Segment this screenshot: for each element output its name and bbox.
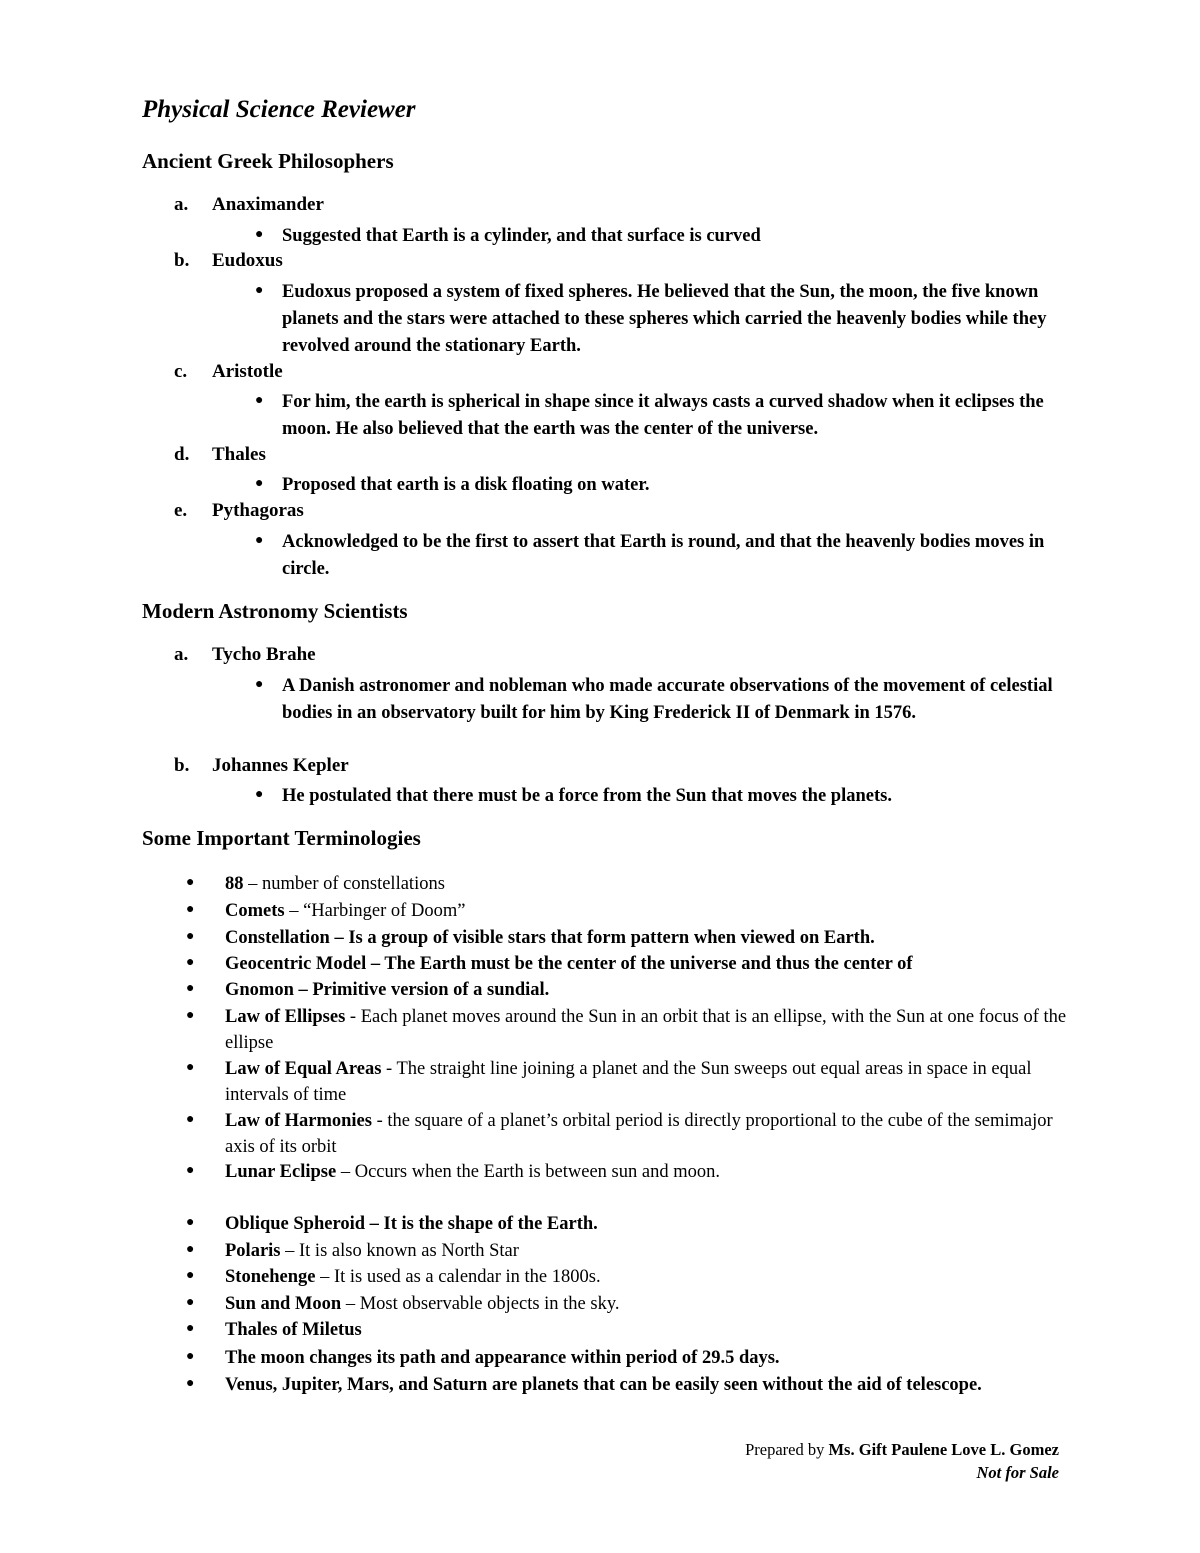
- term-name: Geocentric Model – The Earth must be the center of the universe and thus the center of: [225, 954, 913, 974]
- bullet-icon: ●: [255, 283, 264, 298]
- term-name: Polaris: [225, 1241, 281, 1261]
- term-definition: - the square of a planet’s orbital period is directly proportional to the cube of the semimajor axis of its orbit: [225, 1111, 1053, 1157]
- item-name: Tycho Brahe: [212, 644, 316, 665]
- bullet-icon: ●: [186, 1295, 195, 1310]
- bullet-icon: ●: [186, 1060, 195, 1075]
- bullet-icon: ●: [186, 1321, 195, 1336]
- bullet-icon: ●: [186, 875, 195, 890]
- bullet-icon: ●: [186, 1242, 195, 1257]
- bullet-icon: ●: [186, 1008, 195, 1023]
- item-description: Eudoxus proposed a system of fixed spheres. He believed that the Sun, the moon, the five known planets and the stars were attached to these spheres which carried the heavenly bodies while they revolved around the stationary Earth.: [282, 282, 1047, 356]
- term-definition: – It is used as a calendar in the 1800s.: [315, 1267, 601, 1287]
- term-item: [225, 1159, 1070, 1185]
- item-name: Thales: [212, 444, 266, 465]
- bullet-icon: ●: [186, 1112, 195, 1127]
- list-item-eudoxus: [174, 250, 283, 272]
- item-letter: d.: [174, 444, 190, 465]
- item-name: Anaximander: [212, 194, 324, 215]
- term-definition: – number of constellations: [243, 874, 445, 894]
- term-name: Sun and Moon: [225, 1294, 342, 1314]
- item-name: Aristotle: [212, 361, 283, 382]
- item-letter: a.: [174, 644, 189, 665]
- prepared-by-prefix: Prepared by: [745, 1440, 829, 1459]
- bullet-icon: ●: [186, 1349, 195, 1364]
- term-item: [225, 871, 1070, 897]
- item-name: Johannes Kepler: [212, 755, 349, 776]
- term-name: The moon changes its path and appearance within period of 29.5 days.: [225, 1348, 780, 1368]
- term-name: Stonehenge: [225, 1267, 316, 1287]
- term-item: [225, 1317, 1070, 1343]
- term-item: [225, 1238, 1070, 1264]
- term-item: [225, 1056, 1070, 1108]
- term-name: Law of Equal Areas: [225, 1059, 382, 1079]
- item-description: He postulated that there must be a force from the Sun that moves the planets.: [282, 786, 892, 806]
- term-item: [225, 1372, 1070, 1398]
- bullet-icon: ●: [255, 787, 264, 802]
- item-description: For him, the earth is spherical in shape since it always casts a curved shadow when it eclipses the moon. He also believed that the earth was the center of the universe.: [282, 392, 1044, 439]
- term-item: [225, 977, 1070, 1003]
- bullet-icon: ●: [186, 1163, 195, 1178]
- item-letter: e.: [174, 500, 188, 521]
- term-item: [225, 1345, 1070, 1371]
- term-item: [225, 1211, 1070, 1237]
- item-description: Proposed that earth is a disk floating on water.: [282, 475, 650, 495]
- item-name: Eudoxus: [212, 250, 283, 271]
- item-description: Acknowledged to be the first to assert that Earth is round, and that the heavenly bodies moves in circle.: [282, 532, 1045, 579]
- term-name: Law of Ellipses: [225, 1007, 346, 1027]
- bullet-icon: ●: [186, 1268, 195, 1283]
- list-item-aristotle: [174, 361, 283, 383]
- item-letter: c.: [174, 361, 188, 382]
- page-title: Physical Science Reviewer: [142, 96, 416, 123]
- section-heading-greek-philosophers: Ancient Greek Philosophers: [142, 149, 394, 173]
- bullet-icon: ●: [255, 476, 264, 491]
- bullet-icon: ●: [186, 929, 195, 944]
- term-name: 88: [225, 874, 244, 894]
- item-letter: a.: [174, 194, 189, 215]
- term-definition: - The straight line joining a planet and the Sun sweeps out equal areas in space in equal intervals of time: [225, 1059, 1032, 1105]
- author-name: Ms. Gift Paulene Love L. Gomez: [828, 1440, 1059, 1459]
- term-name: Law of Harmonies: [225, 1111, 372, 1131]
- bullet-icon: ●: [255, 393, 264, 408]
- item-letter: b.: [174, 755, 190, 776]
- bullet-icon: ●: [186, 902, 195, 917]
- term-definition: – Most observable objects in the sky.: [341, 1294, 620, 1314]
- term-definition: – Occurs when the Earth is between sun and moon.: [336, 1162, 720, 1182]
- term-definition: – It is also known as North Star: [280, 1241, 519, 1261]
- item-name: Pythagoras: [212, 500, 304, 521]
- list-item-johannes-kepler: [174, 755, 349, 777]
- term-definition: - Each planet moves around the Sun in an orbit that is an ellipse, with the Sun at one focus of the ellipse: [225, 1007, 1067, 1053]
- term-item: [225, 1264, 1070, 1290]
- term-item: [225, 1108, 1070, 1160]
- term-item: [225, 898, 1070, 924]
- term-name: Thales of Miletus: [225, 1320, 362, 1340]
- section-heading-modern-astronomy: Modern Astronomy Scientists: [142, 599, 408, 623]
- term-name: Comets: [225, 901, 285, 921]
- term-name: Venus, Jupiter, Mars, and Saturn are planets that can be easily seen without the aid of telescope.: [225, 1375, 982, 1395]
- term-item: [225, 951, 1070, 977]
- bullet-icon: ●: [255, 533, 264, 548]
- term-name: Oblique Spheroid – It is the shape of the Earth.: [225, 1214, 598, 1234]
- bullet-icon: ●: [186, 1215, 195, 1230]
- not-for-sale-note: Not for Sale: [976, 1463, 1059, 1482]
- bullet-icon: ●: [186, 981, 195, 996]
- bullet-icon: ●: [255, 677, 264, 692]
- item-description: Suggested that Earth is a cylinder, and that surface is curved: [282, 226, 761, 246]
- term-name: Constellation – Is a group of visible stars that form pattern when viewed on Earth.: [225, 928, 875, 948]
- term-name: Gnomon – Primitive version of a sundial.: [225, 980, 550, 1000]
- term-item: [225, 925, 1070, 951]
- item-letter: b.: [174, 250, 190, 271]
- list-item-thales: [174, 444, 266, 466]
- term-name: Lunar Eclipse: [225, 1162, 337, 1182]
- list-item-pythagoras: [174, 500, 304, 522]
- list-item-anaximander: [174, 194, 324, 216]
- item-description: A Danish astronomer and nobleman who made accurate observations of the movement of celestial bodies in an observatory built for him by King Frederick II of Denmark in 1576.: [282, 676, 1053, 723]
- term-item: [225, 1291, 1070, 1317]
- term-item: [225, 1004, 1070, 1056]
- term-definition: – “Harbinger of Doom”: [284, 901, 466, 921]
- bullet-icon: ●: [255, 227, 264, 242]
- section-heading-terminologies: Some Important Terminologies: [142, 826, 421, 850]
- prepared-by: [745, 1440, 1059, 1460]
- list-item-tycho-brahe: [174, 644, 316, 666]
- bullet-icon: ●: [186, 1376, 195, 1391]
- bullet-icon: ●: [186, 955, 195, 970]
